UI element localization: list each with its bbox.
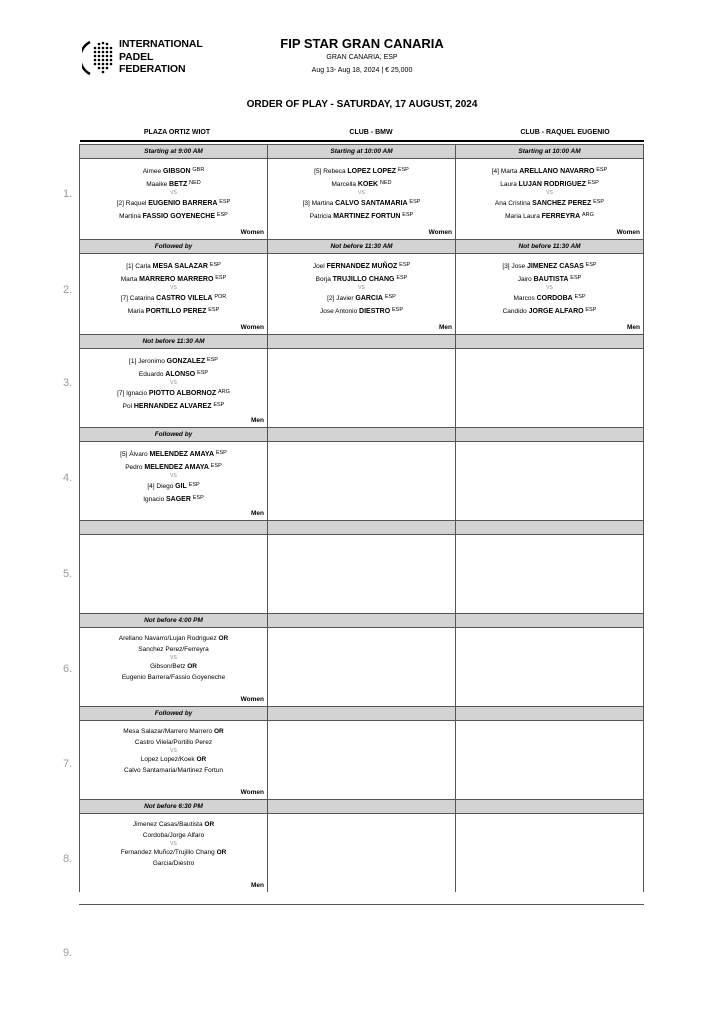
player-first-name: Ignacio bbox=[143, 495, 165, 503]
start-time-label bbox=[456, 520, 644, 535]
player-last-name: FASSIO GOYENECHE bbox=[142, 212, 216, 220]
player-nationality: ESP bbox=[593, 199, 605, 205]
player-line bbox=[80, 493, 267, 506]
start-time-label bbox=[456, 427, 644, 442]
start-time-label bbox=[80, 520, 268, 535]
player-nationality: ESP bbox=[219, 199, 231, 205]
vs-label: VS bbox=[358, 285, 365, 291]
player-nationality: ESP bbox=[209, 262, 221, 268]
match-cell bbox=[80, 442, 268, 520]
player-last-name: GARCIA bbox=[355, 295, 383, 302]
player-first-name: Martina bbox=[119, 212, 141, 220]
category-label: Men bbox=[251, 510, 264, 517]
match-row bbox=[79, 814, 644, 892]
match-cell bbox=[80, 159, 268, 239]
match-cell bbox=[268, 254, 456, 334]
match-cell bbox=[268, 628, 456, 706]
match-row bbox=[79, 254, 644, 334]
match-lines bbox=[80, 159, 267, 222]
team-names: Jimenez Casas/Bautista bbox=[132, 821, 203, 828]
player-nationality: ESP bbox=[587, 179, 599, 186]
match-row bbox=[79, 159, 644, 239]
or-label: OR bbox=[213, 728, 224, 735]
player-first-name: Álvaro bbox=[129, 451, 148, 458]
match-cell bbox=[268, 349, 456, 427]
player-nationality: ESP bbox=[384, 294, 396, 300]
player-last-name: CALVO SANTAMARIA bbox=[335, 200, 408, 207]
vs-label: VS bbox=[170, 190, 177, 196]
player-line bbox=[268, 197, 455, 210]
match-cell bbox=[268, 442, 456, 520]
player-first-name: Diego bbox=[156, 483, 174, 490]
match-cell bbox=[456, 442, 644, 520]
match-cell bbox=[456, 159, 644, 239]
category-label: Women bbox=[240, 229, 264, 236]
match-cell bbox=[456, 628, 644, 706]
player-line bbox=[80, 178, 267, 191]
player-seed: [2] bbox=[116, 200, 124, 207]
team-line bbox=[80, 859, 267, 870]
vs-label: VS bbox=[546, 285, 553, 291]
player-nationality: ESP bbox=[197, 369, 209, 376]
row-number: 1. bbox=[63, 188, 73, 200]
player-nationality: ESP bbox=[585, 306, 597, 313]
player-line bbox=[456, 292, 643, 305]
team-names: Calvo Santamaria/Martinez Fortun bbox=[124, 766, 223, 774]
player-nationality: ESP bbox=[391, 306, 403, 313]
start-time-label: Followed by bbox=[80, 706, 268, 721]
start-time-label bbox=[268, 613, 456, 628]
player-nationality: ESP bbox=[574, 294, 586, 300]
player-line bbox=[80, 165, 267, 178]
player-first-name: Pol bbox=[122, 402, 133, 410]
start-time-row bbox=[79, 799, 644, 814]
player-line bbox=[456, 260, 643, 273]
player-first-name: Jeronimo bbox=[138, 358, 165, 365]
start-time-label bbox=[268, 334, 456, 349]
match-lines bbox=[456, 159, 643, 222]
start-time-label bbox=[456, 799, 644, 814]
team-names: Sanchez Perez/Ferreyra bbox=[138, 645, 209, 653]
match-cell bbox=[456, 254, 644, 334]
player-line bbox=[80, 368, 267, 381]
start-time-label bbox=[456, 334, 644, 349]
vs-label: VS bbox=[170, 841, 177, 847]
player-line bbox=[80, 461, 267, 474]
team-names: Cordoba/Jorge Alfaro bbox=[142, 831, 205, 839]
player-line bbox=[456, 210, 643, 223]
start-time-row bbox=[79, 613, 644, 628]
player-first-name: Aimee bbox=[142, 168, 162, 175]
schedule-bottom-rule bbox=[79, 904, 644, 905]
player-last-name: LOPEZ LOPEZ bbox=[347, 168, 397, 175]
category-label: Women bbox=[240, 789, 264, 796]
order-of-play-title: ORDER OF PLAY - SATURDAY, 17 AUGUST, 2024 bbox=[246, 99, 478, 110]
player-first-name: Pedro bbox=[125, 463, 143, 471]
player-seed: [7] bbox=[120, 295, 128, 302]
start-time-label bbox=[268, 706, 456, 721]
player-last-name: CASTRO VILELA bbox=[156, 295, 213, 302]
event-location: GRAN CANARIA, ESP bbox=[326, 54, 398, 61]
or-label: OR bbox=[216, 849, 227, 856]
start-time-row bbox=[79, 520, 644, 535]
player-first-name: Martina bbox=[311, 200, 334, 207]
vs-label: VS bbox=[546, 190, 553, 196]
row-number: 4. bbox=[63, 472, 73, 484]
player-nationality: ESP bbox=[213, 401, 225, 408]
player-nationality: ESP bbox=[215, 450, 227, 456]
match-lines bbox=[456, 254, 643, 317]
player-seed: [4] bbox=[147, 483, 155, 490]
event-title: FIP STAR GRAN CANARIA bbox=[280, 36, 444, 51]
start-time-row bbox=[79, 334, 644, 349]
player-line bbox=[456, 197, 643, 210]
category-label: Women bbox=[616, 229, 640, 236]
player-seed: [1] bbox=[126, 263, 134, 270]
team-line bbox=[80, 848, 267, 859]
player-seed: [3] bbox=[302, 200, 310, 207]
player-last-name: EUGENIO BARRERA bbox=[148, 200, 218, 207]
player-last-name: HERNANDEZ ALVAREZ bbox=[133, 402, 212, 410]
player-line bbox=[268, 210, 455, 223]
row-number: 7. bbox=[63, 758, 73, 770]
player-nationality: ESP bbox=[402, 211, 414, 218]
player-seed: [3] bbox=[502, 263, 510, 270]
match-cell bbox=[268, 721, 456, 799]
match-lines bbox=[268, 159, 455, 222]
logo-line: PADEL bbox=[119, 50, 154, 63]
player-line bbox=[456, 165, 643, 178]
or-label: OR bbox=[218, 635, 229, 642]
match-row bbox=[79, 628, 644, 706]
match-cell bbox=[80, 814, 268, 892]
player-last-name: MELENDEZ AMAYA bbox=[144, 463, 209, 471]
start-time-row bbox=[79, 706, 644, 721]
match-cell bbox=[80, 721, 268, 799]
player-first-name: Ignacio bbox=[126, 390, 148, 397]
vs-label: VS bbox=[170, 473, 177, 479]
row-number: 2. bbox=[63, 284, 73, 296]
player-nationality: ESP bbox=[399, 262, 411, 268]
row-number: 9. bbox=[63, 947, 73, 959]
team-line bbox=[80, 645, 267, 656]
match-cell bbox=[268, 814, 456, 892]
match-lines bbox=[80, 349, 267, 412]
player-line bbox=[456, 273, 643, 286]
start-time-label: Starting at 10:00 AM bbox=[268, 144, 456, 159]
player-nationality: GBR bbox=[192, 167, 205, 173]
match-lines bbox=[80, 814, 267, 869]
player-nationality: ESP bbox=[596, 167, 608, 173]
player-nationality: ESP bbox=[570, 274, 582, 281]
team-names: Arellano Navarro/Lujan Rodriguez bbox=[118, 635, 217, 642]
logo-wordmark bbox=[119, 38, 203, 76]
player-first-name: Maria bbox=[127, 307, 144, 315]
start-time-label: Followed by bbox=[80, 427, 268, 442]
player-line bbox=[80, 400, 267, 413]
logo-line: FEDERATION bbox=[119, 63, 186, 75]
match-row bbox=[79, 535, 644, 613]
player-first-name: Rebeca bbox=[323, 168, 346, 175]
match-lines bbox=[80, 628, 267, 683]
player-first-name: Carla bbox=[135, 263, 151, 270]
team-names: Fernandez Muñoz/Trujillo Chang bbox=[120, 849, 215, 856]
category-label: Men bbox=[251, 417, 264, 424]
match-cell bbox=[456, 349, 644, 427]
match-lines bbox=[80, 442, 267, 505]
player-last-name: BETZ bbox=[169, 180, 188, 188]
match-cell bbox=[80, 349, 268, 427]
match-lines bbox=[80, 254, 267, 317]
court-header: PLAZA ORTIZ WIOT bbox=[143, 129, 211, 136]
player-first-name: Javier bbox=[336, 295, 354, 302]
player-last-name: MESA SALAZAR bbox=[152, 263, 208, 270]
player-last-name: JIMENEZ CASAS bbox=[526, 263, 584, 270]
player-nationality: ESP bbox=[396, 274, 408, 281]
team-names: Castro Vilela/Portillo Perez bbox=[134, 738, 213, 746]
player-line bbox=[80, 210, 267, 223]
player-first-name: Marta bbox=[500, 168, 518, 175]
player-line bbox=[268, 260, 455, 273]
player-first-name: Maria Laura bbox=[505, 212, 540, 220]
player-nationality: ESP bbox=[206, 357, 218, 363]
player-seed: [5] bbox=[314, 168, 322, 175]
match-cell bbox=[268, 159, 456, 239]
player-last-name: KOEK bbox=[357, 180, 379, 188]
player-last-name: ALONSO bbox=[165, 370, 196, 378]
team-names: Lopez Lopez/Koek bbox=[140, 756, 195, 763]
start-time-label: Not before 11:30 AM bbox=[268, 239, 456, 254]
player-first-name: Marcos bbox=[513, 295, 535, 302]
match-cell bbox=[456, 814, 644, 892]
player-nationality: ESP bbox=[188, 482, 200, 488]
row-number: 3. bbox=[63, 377, 73, 389]
player-seed: [4] bbox=[491, 168, 499, 175]
player-last-name: MARRERO MARRERO bbox=[139, 275, 214, 283]
player-nationality: ESP bbox=[192, 494, 204, 501]
start-time-label: Starting at 9:00 AM bbox=[80, 144, 268, 159]
match-lines bbox=[80, 721, 267, 776]
player-last-name: DIESTRO bbox=[359, 307, 391, 315]
player-nationality: ESP bbox=[215, 274, 227, 281]
start-time-label bbox=[268, 799, 456, 814]
category-label: Women bbox=[428, 229, 452, 236]
team-line bbox=[80, 727, 267, 738]
logo-line: INTERNATIONAL bbox=[119, 38, 203, 50]
team-line bbox=[80, 673, 267, 684]
team-names: Eugenio Barrera/Fassio Goyeneche bbox=[121, 673, 226, 681]
team-names: Garcia/Diestro bbox=[152, 859, 195, 867]
start-time-label bbox=[456, 613, 644, 628]
player-nationality: ESP bbox=[210, 462, 222, 469]
start-time-label bbox=[268, 427, 456, 442]
player-line bbox=[268, 273, 455, 286]
player-last-name: SANCHEZ PEREZ bbox=[532, 200, 592, 207]
player-last-name: GIL bbox=[175, 483, 187, 490]
or-label: OR bbox=[196, 756, 207, 763]
player-first-name: Laura bbox=[500, 180, 517, 188]
team-line bbox=[80, 662, 267, 673]
match-cell bbox=[456, 721, 644, 799]
player-line bbox=[268, 165, 455, 178]
or-label: OR bbox=[204, 821, 215, 828]
match-row bbox=[79, 349, 644, 427]
padel-ball-icon bbox=[82, 36, 116, 80]
category-label: Women bbox=[240, 324, 264, 331]
player-nationality: ESP bbox=[208, 306, 220, 313]
player-line bbox=[80, 480, 267, 493]
player-line bbox=[268, 292, 455, 305]
start-time-label: Not before 11:30 AM bbox=[456, 239, 644, 254]
player-first-name: Marta bbox=[120, 275, 138, 283]
vs-label: VS bbox=[170, 380, 177, 386]
player-last-name: PORTILLO PEREZ bbox=[145, 307, 207, 315]
match-lines bbox=[268, 254, 455, 317]
player-nationality: NED bbox=[189, 179, 201, 186]
match-cell bbox=[456, 535, 644, 613]
team-line bbox=[80, 738, 267, 749]
player-last-name: LUJAN RODRIGUEZ bbox=[518, 180, 586, 188]
team-names: Gibson/Betz bbox=[150, 663, 186, 670]
player-line bbox=[80, 292, 267, 305]
vs-label: VS bbox=[170, 285, 177, 291]
team-line bbox=[80, 820, 267, 831]
category-label: Men bbox=[439, 324, 452, 331]
player-nationality: ESP bbox=[585, 262, 597, 268]
row-number: 8. bbox=[63, 853, 73, 865]
player-last-name: FERREYRA bbox=[541, 212, 581, 220]
court-header: CLUB - RAQUEL EUGENIO bbox=[520, 129, 610, 136]
category-label: Women bbox=[240, 696, 264, 703]
player-first-name: Joel bbox=[312, 263, 325, 270]
player-line bbox=[80, 305, 267, 318]
player-line bbox=[80, 273, 267, 286]
player-last-name: MELENDEZ AMAYA bbox=[149, 451, 215, 458]
player-last-name: SAGER bbox=[166, 495, 191, 503]
start-time-label: Not before 11:30 AM bbox=[80, 334, 268, 349]
or-label: OR bbox=[187, 663, 197, 670]
team-line bbox=[80, 634, 267, 645]
player-first-name: Ana Cristina bbox=[494, 200, 531, 207]
player-last-name: ARELLANO NAVARRO bbox=[519, 168, 595, 175]
player-first-name: Raquel bbox=[125, 200, 147, 207]
match-row bbox=[79, 442, 644, 520]
start-time-label: Not before 6:30 PM bbox=[80, 799, 268, 814]
player-last-name: MARTINEZ FORTUN bbox=[333, 212, 401, 220]
player-seed: [1] bbox=[129, 358, 137, 365]
match-cell bbox=[268, 535, 456, 613]
player-first-name: Jose Antonio bbox=[320, 307, 358, 315]
player-first-name: Maaike bbox=[146, 180, 168, 188]
category-label: Men bbox=[627, 324, 640, 331]
team-line bbox=[80, 766, 267, 777]
player-nationality: ARG bbox=[218, 389, 230, 395]
player-first-name: Marcella bbox=[331, 180, 357, 188]
player-seed: [5] bbox=[120, 451, 128, 458]
start-time-row bbox=[79, 239, 644, 254]
team-names: Mesa Salazar/Marrero Marrero bbox=[123, 728, 213, 735]
player-line bbox=[80, 260, 267, 273]
team-line bbox=[80, 831, 267, 842]
match-cell bbox=[80, 535, 268, 613]
player-last-name: BAUTISTA bbox=[533, 275, 569, 283]
fip-logo bbox=[82, 36, 202, 80]
player-first-name: Catarina bbox=[129, 295, 155, 302]
player-nationality: ESP bbox=[409, 199, 421, 205]
player-first-name: Candido bbox=[502, 307, 527, 315]
player-line bbox=[268, 178, 455, 191]
player-nationality: NED bbox=[379, 179, 392, 186]
player-last-name: GIBSON bbox=[162, 168, 191, 175]
category-label: Men bbox=[251, 882, 264, 889]
match-cell bbox=[80, 628, 268, 706]
player-seed: [2] bbox=[327, 295, 335, 302]
player-first-name: Jairo bbox=[517, 275, 532, 283]
header-rule bbox=[80, 140, 644, 142]
player-last-name: FERNANDEZ MUÑOZ bbox=[326, 263, 398, 270]
court-header: CLUB - BMW bbox=[349, 129, 393, 136]
start-time-row bbox=[79, 427, 644, 442]
row-number: 5. bbox=[63, 568, 73, 580]
player-nationality: ARG bbox=[581, 211, 594, 218]
player-line bbox=[80, 448, 267, 461]
player-first-name: Jose bbox=[511, 263, 526, 270]
player-last-name: TRUJILLO CHANG bbox=[332, 275, 395, 283]
match-row bbox=[79, 721, 644, 799]
player-first-name: Eduardo bbox=[138, 370, 164, 378]
player-line bbox=[456, 305, 643, 318]
player-last-name: JORGE ALFARO bbox=[528, 307, 584, 315]
start-time-row bbox=[79, 144, 644, 159]
player-nationality: POR bbox=[214, 294, 227, 300]
vs-label: VS bbox=[358, 190, 365, 196]
team-line bbox=[80, 755, 267, 766]
player-line bbox=[268, 305, 455, 318]
player-line bbox=[80, 197, 267, 210]
player-last-name: GONZALEZ bbox=[166, 358, 206, 365]
start-time-label: Starting at 10:00 AM bbox=[456, 144, 644, 159]
event-dates: Aug 13- Aug 18, 2024 | € 25,000 bbox=[311, 67, 413, 74]
schedule-grid bbox=[79, 144, 644, 892]
player-line bbox=[80, 355, 267, 368]
start-time-label bbox=[268, 520, 456, 535]
player-nationality: ESP bbox=[216, 211, 228, 218]
player-line bbox=[80, 387, 267, 400]
match-cell bbox=[80, 254, 268, 334]
vs-label: VS bbox=[170, 748, 177, 754]
row-number: 6. bbox=[63, 663, 73, 675]
player-seed: [7] bbox=[117, 390, 125, 397]
start-time-label bbox=[456, 706, 644, 721]
start-time-label: Followed by bbox=[80, 239, 268, 254]
player-first-name: Patricia bbox=[309, 212, 332, 220]
vs-label: VS bbox=[170, 655, 177, 661]
player-line bbox=[456, 178, 643, 191]
player-last-name: PIOTTO ALBORNOZ bbox=[148, 390, 217, 397]
start-time-label: Not before 4:00 PM bbox=[80, 613, 268, 628]
player-last-name: CORDOBA bbox=[536, 295, 573, 302]
player-nationality: ESP bbox=[397, 167, 409, 173]
player-first-name: Borja bbox=[315, 275, 331, 283]
